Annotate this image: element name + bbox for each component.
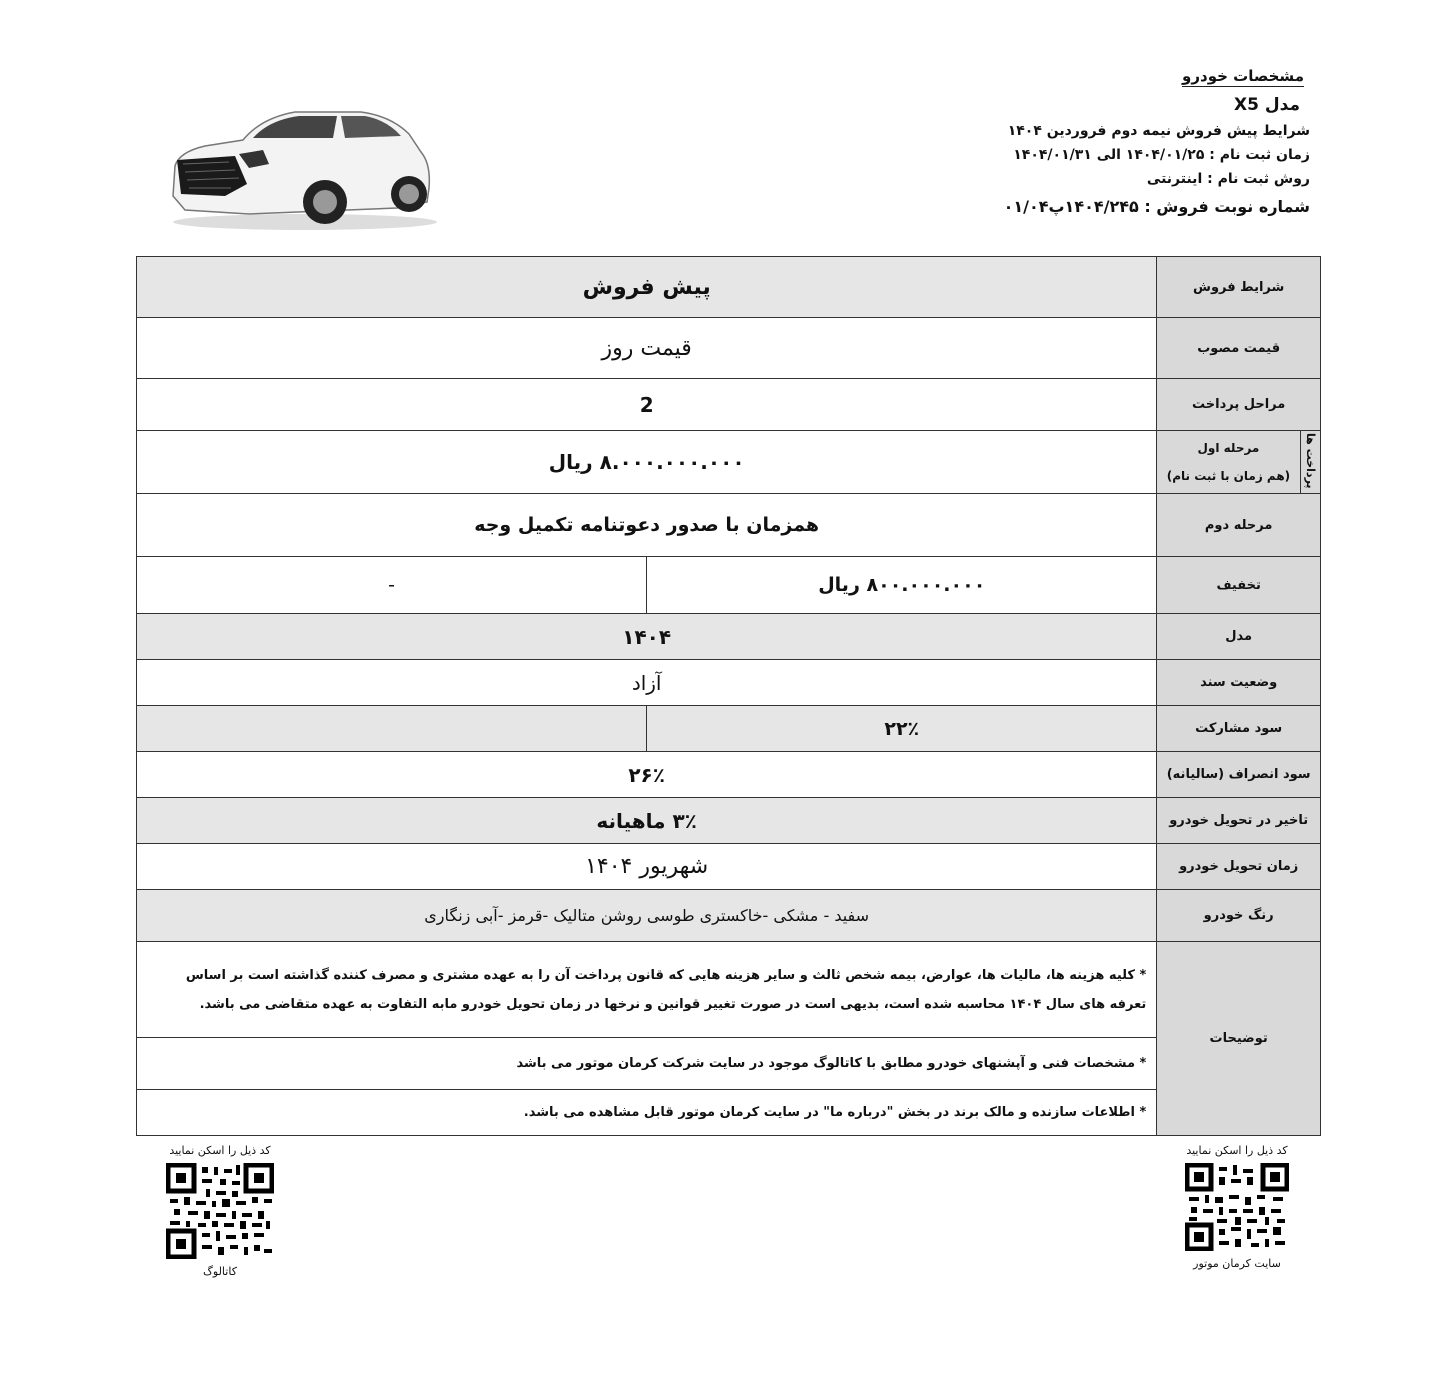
header-terms-label: شرایط bbox=[1262, 123, 1310, 139]
label-participation: سود مشارکت bbox=[1157, 706, 1321, 752]
value-discount-a: ۸۰۰.۰۰۰.۰۰۰ ریال bbox=[647, 557, 1157, 614]
header-model-value: X5 bbox=[1234, 95, 1259, 115]
header-registration-method bbox=[890, 171, 1310, 187]
header-terms-value: پیش فروش نیمه دوم فروردین ۱۴۰۴ bbox=[1007, 123, 1258, 139]
value-payment-stages: 2 bbox=[137, 379, 1157, 431]
note-3: * اطلاعات سازنده و مالک برند در بخش "درباره ما" در سایت کرمان موتور قابل مشاهده می باشد. bbox=[137, 1090, 1157, 1136]
row-discount bbox=[137, 557, 1321, 614]
row-participation bbox=[137, 706, 1321, 752]
row-payment-stages bbox=[137, 379, 1321, 431]
value-approved-price: قیمت روز bbox=[137, 318, 1157, 379]
value-stage-one: ۸.۰۰۰.۰۰۰.۰۰۰ ریال bbox=[137, 431, 1157, 494]
value-model: ۱۴۰۴ bbox=[137, 614, 1157, 660]
value-sale-terms: پیش فروش bbox=[137, 257, 1157, 318]
qr-catalog-caption-bottom: کاتالوگ bbox=[203, 1265, 237, 1278]
qr-code-website[interactable] bbox=[1185, 1163, 1289, 1251]
header-reg-method-value: اینترنتی bbox=[1146, 171, 1203, 187]
row-delay bbox=[137, 798, 1321, 844]
header-ticket-value: ۱۴۰۴/۲۴۵پ۰۱/۰۴ bbox=[1003, 197, 1139, 216]
qr-catalog-caption-top: کد ذیل را اسکن نمایید bbox=[169, 1144, 271, 1157]
value-color: سفید - مشکی -خاکستری طوسی روشن متالیک -قرمز -آبی زنگاری bbox=[137, 890, 1157, 942]
label-cancellation: سود انصراف (سالیانه) bbox=[1157, 752, 1321, 798]
row-cancellation bbox=[137, 752, 1321, 798]
qr-website-caption-bottom: سایت کرمان موتور bbox=[1193, 1257, 1281, 1270]
row-approved-price bbox=[137, 318, 1321, 379]
label-delay: تاخیر در تحویل خودرو bbox=[1157, 798, 1321, 844]
spec-header bbox=[890, 66, 1310, 216]
row-stage-two bbox=[137, 494, 1321, 557]
payments-side-label bbox=[1300, 431, 1320, 494]
header-registration-time bbox=[890, 147, 1310, 163]
label-notes: توضیحات bbox=[1157, 942, 1321, 1136]
value-participation: ۲۲٪ bbox=[647, 706, 1157, 752]
header-model-label: مدل bbox=[1264, 95, 1300, 115]
label-stage-one-sub: (هم زمان با ثبت نام) bbox=[1166, 469, 1291, 483]
note-2: * مشخصات فنی و آپشنهای خودرو مطابق با کاتالوگ موجود در سایت شرکت کرمان موتور می باشد bbox=[137, 1038, 1157, 1090]
value-delivery: شهریور ۱۴۰۴ bbox=[137, 844, 1157, 890]
label-payment-stages: مراحل پرداخت bbox=[1157, 379, 1321, 431]
note-1: * کلیه هزینه ها، مالیات ها، عوارض، بیمه شخص ثالث و سایر هزینه هایی که قانون پرداخت آن را به عهده مشتری و مصرف کننده گذاشته است بر اساس تعرفه های سال ۱۴۰۴ محاسبه شده است، بدیهی است در صورت تغییر قوانین و نرخها در زمان تحویل خودرو مابه التفاوت به عهده متقاضی می باشد. bbox=[137, 942, 1157, 1038]
row-stage-one bbox=[137, 431, 1321, 494]
header-reg-time-label: زمان ثبت نام : bbox=[1209, 147, 1310, 163]
label-sale-terms: شرایط فروش bbox=[1157, 257, 1321, 318]
header-terms bbox=[890, 123, 1310, 139]
label-delivery: زمان تحویل خودرو bbox=[1157, 844, 1321, 890]
label-stage-one-title: مرحله اول bbox=[1197, 441, 1260, 455]
row-doc-status bbox=[137, 660, 1321, 706]
row-color bbox=[137, 890, 1321, 942]
value-participation-empty bbox=[137, 706, 647, 752]
qr-catalog bbox=[160, 1144, 280, 1278]
value-doc-status: آزاد bbox=[137, 660, 1157, 706]
row-delivery bbox=[137, 844, 1321, 890]
qr-code-catalog[interactable] bbox=[166, 1163, 274, 1259]
value-delay: ۳٪ ماهیانه bbox=[137, 798, 1157, 844]
value-cancellation: ۲۶٪ bbox=[137, 752, 1157, 798]
header-ticket bbox=[890, 197, 1310, 216]
row-sale-terms bbox=[137, 257, 1321, 318]
car-image bbox=[165, 104, 437, 234]
qr-website-caption-top: کد ذیل را اسکن نمایید bbox=[1186, 1144, 1288, 1157]
row-model bbox=[137, 614, 1321, 660]
header-reg-time-value: ۱۴۰۴/۰۱/۲۵ الی ۱۴۰۴/۰۱/۳۱ bbox=[1013, 147, 1205, 163]
label-doc-status: وضعیت سند bbox=[1157, 660, 1321, 706]
label-discount: تخفیف bbox=[1157, 557, 1321, 614]
value-discount-b: - bbox=[137, 557, 647, 614]
header-model bbox=[890, 95, 1300, 115]
qr-website bbox=[1172, 1144, 1302, 1270]
row-note-1 bbox=[137, 942, 1321, 1038]
label-color: رنگ خودرو bbox=[1157, 890, 1321, 942]
row-note-3 bbox=[137, 1090, 1321, 1136]
label-stage-two: مرحله دوم bbox=[1157, 494, 1321, 557]
header-title: مشخصات خودرو bbox=[1182, 67, 1304, 85]
header-ticket-label: شماره نوبت فروش : bbox=[1144, 197, 1310, 216]
label-model: مدل bbox=[1157, 614, 1321, 660]
row-note-2 bbox=[137, 1038, 1321, 1090]
value-stage-two: همزمان با صدور دعوتنامه تکمیل وجه bbox=[137, 494, 1157, 557]
payments-side-text: پرداخت ها bbox=[1303, 432, 1317, 489]
label-approved-price: قیمت مصوب bbox=[1157, 318, 1321, 379]
header-reg-method-label: روش ثبت نام : bbox=[1207, 171, 1310, 187]
label-stage-one bbox=[1157, 431, 1300, 494]
sales-table bbox=[136, 256, 1321, 1136]
